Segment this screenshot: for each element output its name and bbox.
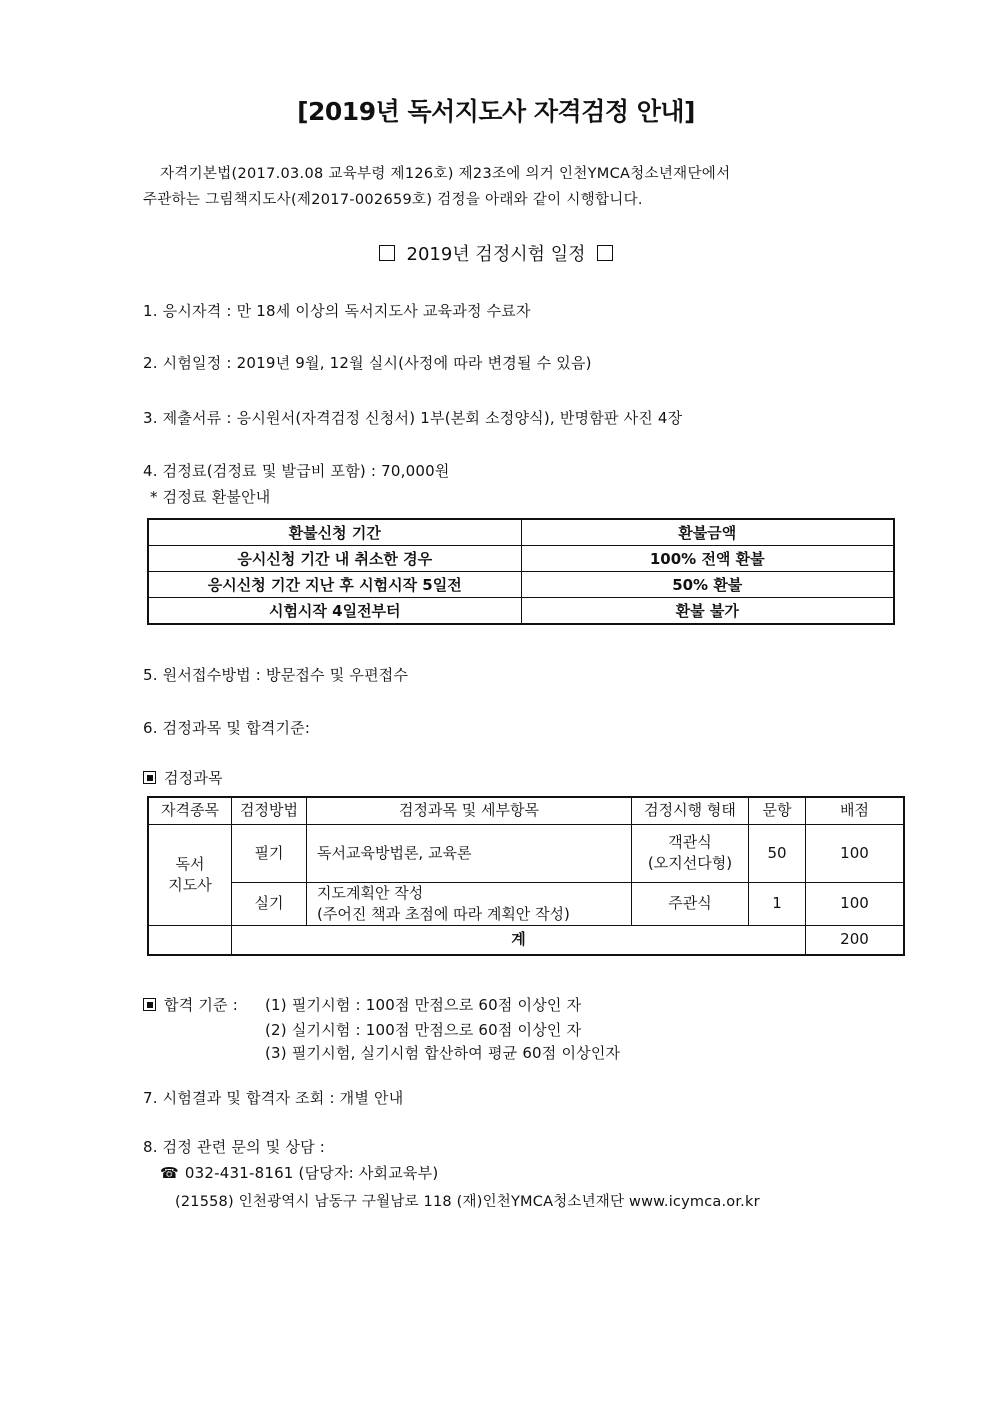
item-inquiry: 8. 검정 관련 문의 및 상담 : <box>143 1138 325 1156</box>
contact-phone <box>160 1162 438 1183</box>
table-header-cell: 검정과목 및 세부항목 <box>307 797 632 824</box>
table-row <box>148 824 904 882</box>
square-icon <box>597 245 613 261</box>
subject-line-1: 지도계획안 작성 <box>317 883 424 902</box>
pass-criterion-2: (2) 실기시험 : 100점 만점으로 60점 이상인 자 <box>265 1021 582 1039</box>
item-exam-schedule: 2. 시험일정 : 2019년 9월, 12월 실시(사정에 따라 변경될 수 있음) <box>143 354 592 372</box>
filled-square-icon <box>143 771 156 784</box>
table-row <box>148 925 904 955</box>
item-results: 7. 시험결과 및 합격자 조회 : 개별 안내 <box>143 1089 404 1107</box>
table-row <box>148 598 894 625</box>
table-row <box>148 797 904 824</box>
score-cell: 100 <box>806 824 905 882</box>
pass-criteria-label-text: 합격 기준 : <box>164 996 238 1014</box>
table-row <box>148 882 904 925</box>
form-line-2: (오지선다형) <box>647 854 733 872</box>
table-header-cell: 검정방법 <box>232 797 307 824</box>
table-header-cell: 배점 <box>806 797 905 824</box>
pass-criteria-label <box>143 994 238 1015</box>
subject-cell <box>307 882 632 925</box>
count-cell: 50 <box>749 824 806 882</box>
table-header-cell: 자격종목 <box>148 797 232 824</box>
square-icon <box>379 245 395 261</box>
item-fee: 4. 검정료(검정료 및 발급비 포함) : 70,000원 <box>143 462 450 480</box>
contact-address: (21558) 인천광역시 남동구 구월남로 118 (재)인천YMCA청소년재단 www.icymca.or.kr <box>175 1194 760 1210</box>
subjects-heading <box>143 767 223 788</box>
pass-criterion-1: (1) 필기시험 : 100점 만점으로 60점 이상인 자 <box>265 996 582 1014</box>
table-row <box>148 546 894 572</box>
total-label-cell: 계 <box>232 925 806 955</box>
table-cell: 응시신청 기간 내 취소한 경우 <box>148 546 521 572</box>
qualification-line-1: 독서 <box>175 854 205 873</box>
subjects-heading-text: 검정과목 <box>164 769 223 787</box>
schedule-heading <box>0 240 992 266</box>
table-row <box>148 572 894 598</box>
table-header-cell: 검정시행 형태 <box>632 797 749 824</box>
item-documents: 3. 제출서류 : 응시원서(자격검정 신청서) 1부(본회 소정양식), 반명함판 사진 4장 <box>143 409 683 427</box>
table-cell: 100% 전액 환불 <box>521 546 894 572</box>
page-title: [2019년 독서지도사 자격검정 안내] <box>297 97 695 126</box>
item-subjects-criteria: 6. 검정과목 및 합격기준: <box>143 719 311 737</box>
table-header-cell: 환불금액 <box>521 519 894 546</box>
score-cell: 100 <box>806 882 905 925</box>
item-application-method: 5. 원서접수방법 : 방문접수 및 우편접수 <box>143 666 409 684</box>
count-cell: 1 <box>749 882 806 925</box>
method-cell: 필기 <box>232 824 307 882</box>
item-eligibility: 1. 응시자격 : 만 18세 이상의 독서지도사 교육과정 수료자 <box>143 302 531 320</box>
subject-table <box>147 796 905 956</box>
qualification-line-2: 지도사 <box>168 875 212 894</box>
subject-line-2: (주어진 책과 초점에 따라 계획안 작성) <box>317 904 570 923</box>
empty-cell <box>148 925 232 955</box>
qualification-cell <box>148 824 232 925</box>
table-cell: 환불 불가 <box>521 598 894 625</box>
item-refund-note: * 검정료 환불안내 <box>150 488 271 506</box>
contact-phone-text: 032-431-8161 (담당자: 사회교육부) <box>184 1164 439 1182</box>
phone-icon: ☎ <box>160 1164 179 1182</box>
form-line-1: 객관식 <box>668 833 712 851</box>
subject-cell: 독서교육방법론, 교육론 <box>307 824 632 882</box>
form-cell <box>632 824 749 882</box>
method-cell: 실기 <box>232 882 307 925</box>
refund-table <box>147 518 895 625</box>
table-cell: 50% 환불 <box>521 572 894 598</box>
table-header-cell: 문항 <box>749 797 806 824</box>
total-score-cell: 200 <box>806 925 905 955</box>
intro-line-2: 주관하는 그림책지도사(제2017-002659호) 검정을 아래와 같이 시행합니다. <box>143 192 643 208</box>
table-header-cell: 환불신청 기간 <box>148 519 521 546</box>
table-cell: 시험시작 4일전부터 <box>148 598 521 625</box>
intro-line-1: 자격기본법(2017.03.08 교육부령 제126호) 제23조에 의거 인천YMCA청소년재단에서 <box>160 166 731 182</box>
schedule-heading-text: 2019년 검정시험 일정 <box>406 244 586 265</box>
pass-criterion-3: (3) 필기시험, 실기시험 합산하여 평균 60점 이상인자 <box>265 1044 621 1062</box>
form-cell: 주관식 <box>632 882 749 925</box>
filled-square-icon <box>143 998 156 1011</box>
table-cell: 응시신청 기간 지난 후 시험시작 5일전 <box>148 572 521 598</box>
table-row <box>148 519 894 546</box>
